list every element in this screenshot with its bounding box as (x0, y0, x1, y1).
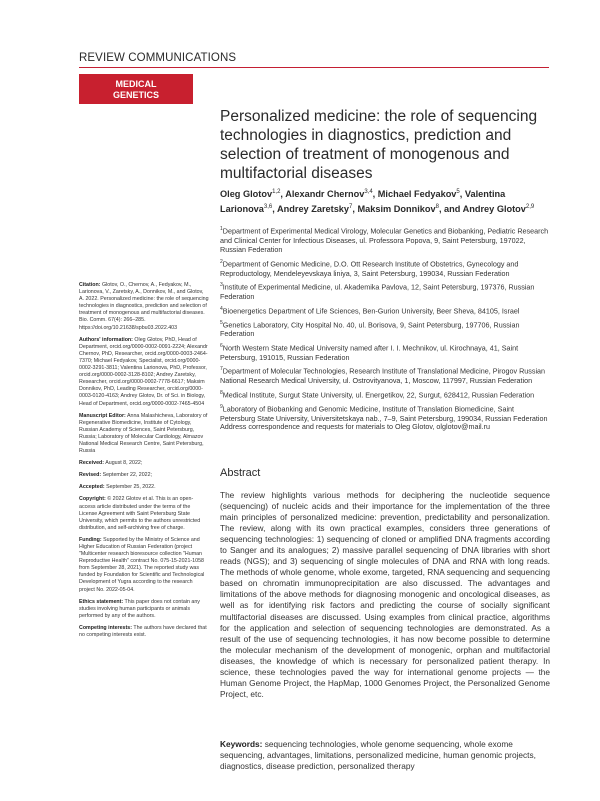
sidebar-block (79, 496, 209, 531)
sidebar-label: Funding: (79, 536, 102, 543)
sidebar-text: September 25, 2022. (104, 484, 156, 491)
sidebar-label: Copyright: (79, 496, 106, 503)
author-separator: , (272, 203, 278, 214)
affiliation-number: 6 (220, 342, 223, 349)
sidebar-text: August 8, 2022; (104, 460, 143, 467)
affiliation-number: 2 (220, 258, 223, 265)
affiliation-number: 8 (220, 389, 223, 396)
author-separator: , (459, 189, 465, 200)
section-tag (79, 74, 193, 104)
author-separator: , (372, 189, 378, 200)
keywords (220, 739, 550, 772)
sidebar-block (79, 413, 209, 456)
affiliation-number: 1 (220, 226, 223, 232)
sidebar-text: Anna Malashicheva, Laboratory of Regenerative Biomedicine, Institute of Cytology, Russian Academy of Sciences, Saint Petersburg, Russia; Laboratory of Molecular Cardiology, Almazov National Medical Research Centre, Saint Petersburg, Russia (79, 412, 208, 455)
affiliation-text: Medical Institute, Surgut State University, ul. Energetikov, 22, Surgut, 628412, Russian Federation (222, 390, 535, 400)
sidebar-text: September 22, 2022; (101, 472, 153, 479)
author-name: Andrey Zaretsky (277, 203, 350, 214)
affiliation-list (220, 225, 550, 426)
keywords-text: sequencing technologies, whole genome sequencing, whole exome sequencing, advantages, limitations, personalized medicine, human genomic projects, diagnostics, disease prediction, personalized therapy (220, 739, 536, 771)
sidebar-block (79, 472, 209, 479)
author-affiliation-sup: 7 (349, 203, 353, 210)
author-affiliation-sup: 8 (435, 203, 439, 210)
sidebar-block (79, 460, 209, 467)
affiliation-text: North Western State Medical University named after I. I. Mechnikov, ul. Kirochnaya, 41, Saint Petersburg, 191015, Russian Federation (220, 343, 519, 362)
affiliation-text: Laboratory of Biobanking and Genomic Medicine, Institute of Translation Biomedicine, Saint Petersburg State University, Universitetskaya nab., 7–9, Saint Petersburg, 199034, Russian Federation (220, 404, 548, 423)
author-name: Andrey Glotov (462, 203, 526, 214)
affiliation-item (220, 225, 550, 255)
keywords-label: Keywords: (220, 739, 263, 749)
sidebar-block (79, 484, 209, 491)
affiliation-item (220, 281, 550, 301)
sidebar-label: Accepted: (79, 484, 105, 491)
affiliation-text: Institute of Experimental Medicine, ul. Akademika Pavlova, 12, Saint Petersburg, 197376, Russian Federation (220, 282, 535, 302)
affiliation-item (220, 403, 550, 423)
sidebar-text: The authors have declared that no competing interests exist. (79, 624, 207, 639)
affiliation-text: Bioenergetics Department of Life Sciences, Ben-Gurion University, Beer Sheva, 84105, Israel (222, 306, 520, 316)
sidebar-label: Received: (79, 460, 105, 467)
affiliation-text: Genetics Laboratory, City Hospital No. 40, ul. Borisova, 9, Saint Petersburg, 197706, Russian Federation (220, 319, 520, 339)
author-affiliation-sup: 1,2 (272, 189, 281, 195)
sidebar-text: © 2022 Glotov et al. This is an open-access article distributed under the terms of the License Agreement with Saint Petersburg State University, which permits to the authors unrestricted distribution, and self-archiving free of charge. (79, 496, 201, 531)
section-tag-line2: GENETICS (112, 90, 159, 100)
affiliation-item (220, 365, 550, 385)
sidebar-block (79, 537, 209, 594)
affiliation-item (220, 389, 550, 400)
abstract-body: The review highlights various methods for deciphering the nucleotide sequence (sequencing) of nucleic acids and their importance for the implementation of the three main principles of personalized medicine: prevention, predictability and personalization. The review, along with its own practical examples, considers three generations of sequencing technologies: 1) sequencing of cloned or amplified DNA fragments according to Sanger and its analogues; 2) massive parallel sequencing of DNA libraries with short reads (NGS); and 3) sequencing of single molecules of DNA and RNA with long reads. The methods of whole genome, whole exome, targeted, RNA sequencing and sequencing based on chromatin immunoprecipitation are also discussed. The advantages and limitations of the above methods for diagnosing monogenic and oncological diseases, as well as for identifying risk factors and predicting the course of socially significant multifactorial diseases are discussed. Using examples from clinical practice, algorithms for the application and selection of sequencing technologies are demonstrated. As a result of the use of sequencing technologies, it has now become possible to determine the molecular mechanism of the development of monogenic, orphan and multifactorial diseases, the knowledge of which is necessary for personalized patient therapy. In science, these technologies paved the way for international genome projects — the Human Genome Project, the HapMap, 1000 Genomes Project, the Personalized Genome Project, etc. (220, 490, 550, 699)
sidebar-label: Manuscript Editor: (79, 412, 126, 419)
affiliation-number: 3 (220, 282, 223, 289)
author-name: Oleg Glotov (220, 189, 273, 200)
sidebar-label: Citation: (79, 282, 101, 288)
sidebar-text: Supported by the Ministry of Science and Higher Education of Russian Federation (project "Multicenter research bioresource collection "Human Reproductive Health" contract No. 075-15-2021-1058 from September 28, 2021). The reported study was funded by Foundation for Scientific and Technological Development of Yugra according to the research project No. 2022-05-04. (79, 536, 205, 593)
affiliation-item (220, 342, 550, 362)
sidebar-label: Competing interests: (79, 624, 132, 631)
article-title: Personalized medicine: the role of sequencing technologies in diagnostics, prediction and selection of treatment of monogenous and multifactorial diseases (220, 108, 538, 182)
affiliation-number: 7 (220, 366, 223, 373)
correspondence-address: Address correspondence and requests for materials to Oleg Glotov, olglotov@mail.ru (220, 422, 491, 431)
affiliation-item (220, 319, 550, 339)
header-divider (79, 67, 549, 68)
author-name: Maksim Donnikov (357, 203, 436, 214)
author-affiliation-sup: 2,9 (525, 203, 535, 210)
affiliation-number: 9 (220, 403, 223, 410)
sidebar-label: Ethics statement: (79, 598, 124, 605)
affiliation-item (220, 258, 550, 278)
author-separator: , and (438, 203, 463, 214)
author-affiliation-sup: 3,6 (263, 203, 273, 210)
article-info-sidebar (79, 282, 209, 644)
journal-section-label: REVIEW COMMUNICATIONS (79, 52, 237, 64)
sidebar-block (79, 625, 209, 639)
affiliation-number: 4 (220, 305, 223, 312)
author-list (220, 186, 550, 215)
section-tag-line1: MEDICAL (115, 79, 157, 89)
author-name: Valentina Larionova (220, 189, 506, 214)
affiliation-text: Department of Genomic Medicine, D.O. Ott Research Institute of Obstetrics, Gynecology and Reproductology, Mendeleyevskaya liniya, 3, Saint Petersburg, 199034, Russian Federation (220, 259, 519, 278)
sidebar-text: Oleg Glotov, PhD, Head of Department, orcid.org/0000-0002-0091-2224; Alexandr Chernov, PhD, Researcher, orcid.org/0000-0003-2464-7370; Michael Fedyakov, Specialist, orcid.org/0000-0002-3291-3811; Valentina Larionova, PhD, Professor, orcid.org/0000-0002-3128-8102; Andrey Zaretsky, Researcher, orcid.org/0000-0002-7778-6617; Maksim Donnikov, PhD, Leading Researcher, orcid.org/0000-0003-0120-4163; Andrey Glotov, Dr. of Sci. in Biology, Head of Department, orcid.org/0000-0002-7465-4504 (79, 336, 208, 407)
affiliation-text: Department of Experimental Medical Virology, Molecular Genetics and Biobanking, Pediatric Research and Clinical Center for Infectious Diseases, ul. Professora Popova, 9, Saint Petersburg, 197022, Russian Federation (220, 226, 549, 255)
author-name: Alexandr Chernov (285, 189, 365, 200)
author-affiliation-sup: 3,4 (364, 189, 373, 195)
author-affiliation-sup: 5 (456, 189, 460, 195)
abstract-heading: Abstract (220, 467, 261, 479)
sidebar-block (79, 337, 209, 408)
affiliation-text: Department of Molecular Technologies, Research Institute of Translational Medicine, Pirogov Russian National Research Medical University, ul. Ostrovityanova, 1, Moscow, 117997, Russian Federation (220, 366, 546, 386)
sidebar-block (79, 282, 209, 332)
sidebar-block (79, 599, 209, 620)
author-separator: , (352, 203, 358, 214)
author-name: Michael Fedyakov (377, 189, 457, 200)
sidebar-text: Glotov, O., Chernov, A., Fedyakov, M., Larionova, V., Zaretsky, A., Donnikov, M., and Glotov, A. 2022. Personalized medicine: the role of sequencing technologies in diagnostics, prediction and selection of treatment of monogenous and multifactorial diseases. Bio. Comm. 67(4): 266–285. https://doi.org/10.21638/spbu03.2022.403 (79, 282, 209, 331)
sidebar-label: Authors' information: (79, 336, 133, 343)
sidebar-label: Revised: (79, 472, 102, 479)
affiliation-item (220, 305, 550, 316)
affiliation-number: 5 (220, 319, 223, 326)
author-separator: , (280, 189, 286, 200)
sidebar-text: This paper does not contain any studies involving human participants or animals performed by any of the authors. (79, 598, 200, 619)
